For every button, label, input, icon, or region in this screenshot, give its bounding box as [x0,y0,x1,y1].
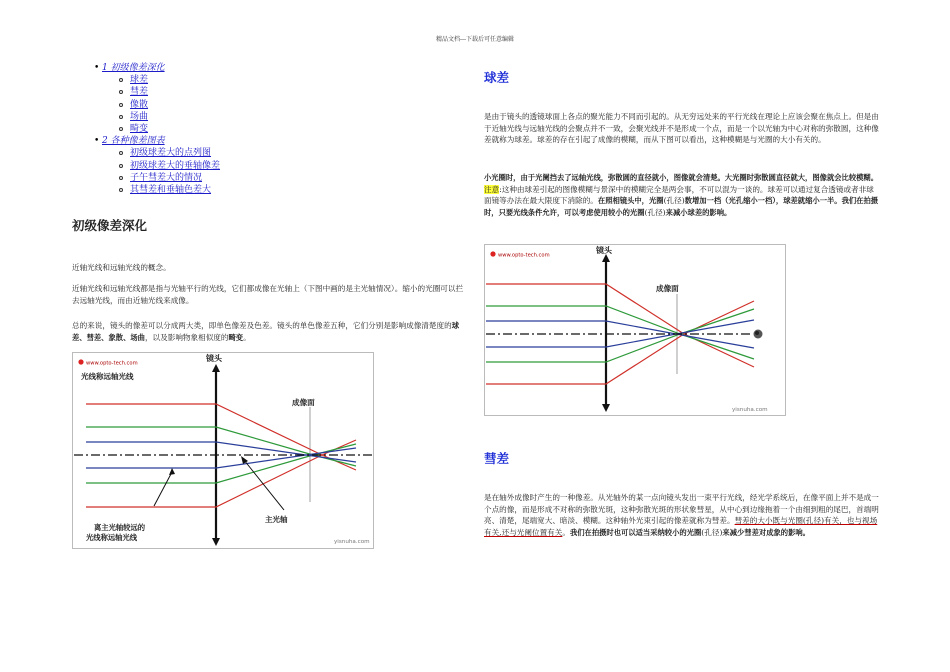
site-logo [78,359,137,366]
paragraph: 小光圈时，由于光阑挡去了远轴光线，弥散圆的直径就小，图像就会清楚。大光圈时弥散圆直径就大，图像就会比较模糊。注意:这种由球差引起的图像模糊与景深中的模糊完全是两会事，不可以混为一谈的。球差可以通过复合透镜或者非球面镜等办法在最大限度下消除的。在照相镜头中，光圈(孔径)数增加一档（光孔缩小一档），球差就缩小一半。我们在拍摄时，只要光线条件允许，可以考虑使用较小的光圈(孔径)来减小球差的影响。 [484,173,879,217]
lens-label: 镜头 [206,354,222,363]
section-heading-coma: 彗差 [484,451,510,466]
site-logo [490,251,549,258]
focus-dot-core [755,331,759,335]
toc-item-2-4[interactable] [94,184,220,196]
section-heading-spherical: 球差 [484,70,510,85]
paragraph: 是由于镜头的透镜球面上各点的聚光能力不同而引起的。从无穷远处来的平行光线在理论上应该会聚在焦点上。但是由于近轴光线与远轴光线的会聚点并不一致，会聚光线并不是形成一个点，而是一个以光轴为中心对称的弥散圆，这种像差就称为球差。球差的存在引起了成像的模糊，而从下图可以看出，这种模糊是与光圈的大小有关的。 [484,112,879,145]
watermark: yisnuha.com [334,539,370,545]
toc-item-1[interactable] [94,62,220,74]
toc-link[interactable]: 2 各种像差图表 [102,136,165,147]
toc-link[interactable]: 彗差 [130,87,149,98]
figure-border [485,245,786,416]
toc-item-1-5[interactable] [94,123,220,135]
paragraph: 总的来说，镜头的像差可以分成两大类，即单色像差及色差。镜头的单色像差五种，它们分别是影响成像清楚度的球差、彗差、象散、场曲，以及影响物象相似度的畸变。 [72,321,459,342]
watermark: yisnuha.com [732,407,768,413]
toc-link[interactable]: 初级球差大的点列图 [130,148,212,159]
spherical-aberration-figure [484,244,786,416]
lens-label: 镜头 [596,246,612,255]
paragraph: 是在轴外成像时产生的一种像差。从光轴外的某一点向镜头发出一束平行光线，经光学系统后，在像平面上并不是成一个点的像，而是形成不对称的弥散光斑，这种弥散光斑的形状象彗星，从中心到边缘拖着一个由细到粗的尾巴，首端明亮、清楚，尾端宽大、暗淡、模糊。这种轴外光束引起的像差就称为彗差。彗差的大小既与光圈(孔径)有关，也与视场有关,还与光阑位置有关。我们在拍摄时也可以适当采纳较小的光圈(孔径)来减少彗差对成象的影响。 [484,493,879,537]
underlined-text: 彗差的大小既与光圈(孔径)有关，也与视场有关,还与光阑位置有关 [484,516,878,537]
toc-link[interactable]: 初级球差大的垂轴像差 [130,160,221,171]
image-plane-label: 成像面 [656,284,679,293]
toc-link[interactable]: 1 初级像差深化 [102,63,165,73]
toc-link[interactable]: 其彗差和垂轴色差大 [130,185,212,196]
site-label: www.opto-tech.com [498,252,550,259]
section-heading: 初级像差深化 [72,218,148,233]
toc-link[interactable]: 球差 [130,75,149,86]
note-highlight: 注意 [484,184,500,194]
paragraph: 近轴光线和远轴光线都是指与光轴平行的光线，它们都成像在光轴上（下图中画的是主光轴情况）。缩小的光圈可以拦去远轴光线，而由近轴光线来成像。 [72,284,464,305]
label-top: 光线称远轴光线 [81,372,134,381]
label-bottom-1: 离主光轴较远的 [94,523,146,532]
toc-item-2-1[interactable] [94,147,220,159]
toc-item-1-3[interactable] [94,99,220,111]
label-bottom-2: 光线称远轴光线 [86,533,138,542]
toc-link[interactable]: 像散 [130,99,149,110]
logo-mark-icon [490,251,495,256]
toc-link[interactable]: 子午彗差大的情况 [130,172,203,183]
logo-mark-icon [78,359,83,364]
toc-item-1-2[interactable] [94,86,220,98]
axis-label: 主光轴 [265,515,288,524]
paragraph: 近轴光线和远轴光线的概念。 [72,263,171,272]
toc-item-2[interactable] [94,135,220,147]
toc-item-2-2[interactable] [94,160,220,172]
paraxial-rays-figure [72,352,374,549]
toc-item-1-4[interactable] [94,111,220,123]
toc-link[interactable]: 场曲 [130,111,149,122]
table-of-contents [94,62,220,196]
page-header: 精品文档---下载后可任意编辑 [435,36,515,43]
toc-item-1-1[interactable] [94,74,220,86]
toc-item-2-3[interactable] [94,172,220,184]
image-plane-label: 成像面 [292,398,315,407]
site-label: www.opto-tech.com [86,360,138,367]
toc-link[interactable]: 畸变 [130,124,149,135]
